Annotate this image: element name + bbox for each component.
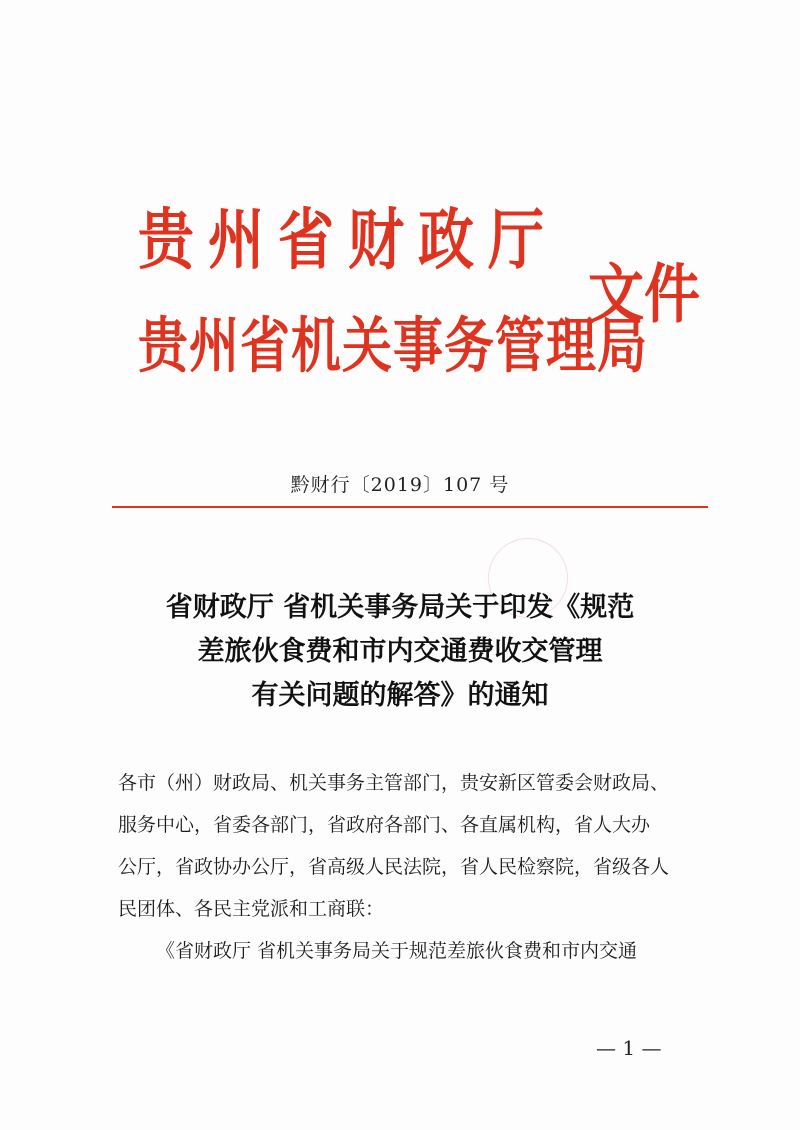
- document-body: [118, 762, 698, 972]
- page-number: — 1 —: [596, 1036, 662, 1060]
- addressee-line: 公厅，省政协办公厅，省高级人民法院，省人民检察院，省级各人: [118, 856, 670, 878]
- title-line: 差旅伙食费和市内交通费收交管理: [197, 636, 603, 667]
- title-line: 有关问题的解答》的通知: [251, 680, 549, 711]
- addressee-line: 民团体、各民主党派和工商联：: [118, 898, 385, 920]
- issuing-org-finance: 贵州省财政厅: [138, 200, 558, 279]
- addressee-line: 各市（州）财政局、机关事务主管部门，贵安新区管委会财政局、: [118, 772, 670, 794]
- title-line: 省财政厅 省机关事务局关于印发《规范: [165, 592, 635, 623]
- addressee-line: 服务中心，省委各部门，省政府各部门、各直属机构，省人大办: [118, 814, 651, 836]
- document-type-label: 文件: [588, 256, 700, 333]
- document-title: [0, 586, 800, 718]
- red-divider: [112, 506, 708, 508]
- letterhead: [120, 180, 720, 390]
- issuing-org-affairs: 贵州省机关事务管理局: [138, 310, 648, 381]
- document-number: 黔财行〔2019〕107 号: [290, 474, 510, 496]
- body-paragraph-line: 《省财政厅 省机关事务局关于规范差旅伙食费和市内交通: [156, 940, 638, 962]
